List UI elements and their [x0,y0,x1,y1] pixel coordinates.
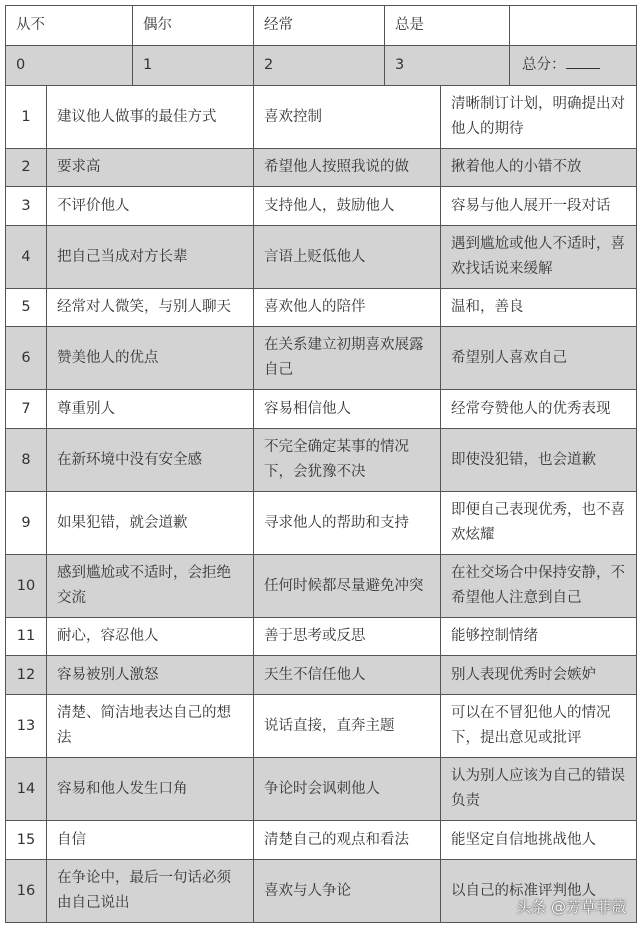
item-col-b: 天生不信任他人 [254,656,441,695]
scale-labels-row [6,6,637,46]
item-number: 9 [6,492,47,555]
scale-score: 2 [254,46,385,86]
item-col-c: 能坚定自信地挑战他人 [441,821,637,860]
item-col-a: 要求高 [47,149,254,187]
item-number: 2 [6,149,47,187]
item-number: 8 [6,429,47,492]
item-col-b: 喜欢与人争论 [254,860,441,923]
table-row [6,821,637,860]
item-col-c: 容易与他人展开一段对话 [441,187,637,226]
item-col-c: 清晰制订计划，明确提出对他人的期待 [441,86,637,149]
item-number: 4 [6,226,47,289]
scoring-scale-table [5,5,637,86]
scale-label: 偶尔 [133,6,254,46]
item-col-b: 在关系建立初期喜欢展露自己 [254,327,441,390]
item-number: 13 [6,695,47,758]
total-score-label: 总分： [522,57,566,73]
item-col-b: 说话直接，直奔主题 [254,695,441,758]
total-score-cell[interactable] [510,46,637,86]
item-col-c: 认为别人应该为自己的错误负责 [441,758,637,821]
item-number: 7 [6,390,47,429]
item-col-a: 耐心，容忍他人 [47,618,254,656]
item-col-a: 建议他人做事的最佳方式 [47,86,254,149]
item-number: 3 [6,187,47,226]
item-col-b: 喜欢控制 [254,86,441,149]
item-col-b: 希望他人按照我说的做 [254,149,441,187]
table-row [6,390,637,429]
item-col-a: 赞美他人的优点 [47,327,254,390]
item-col-c: 在社交场合中保持安静，不希望他人注意到自己 [441,555,637,618]
item-number: 10 [6,555,47,618]
item-number: 16 [6,860,47,923]
item-col-a: 经常对人微笑，与别人聊天 [47,289,254,327]
item-col-a: 感到尴尬或不适时，会拒绝交流 [47,555,254,618]
total-score-blank[interactable] [566,56,600,69]
item-col-b: 善于思考或反思 [254,618,441,656]
item-col-b: 寻求他人的帮助和支持 [254,492,441,555]
table-row [6,149,637,187]
item-col-c: 可以在不冒犯他人的情况下，提出意见或批评 [441,695,637,758]
item-col-a: 清楚、简洁地表达自己的想法 [47,695,254,758]
item-col-b: 支持他人，鼓励他人 [254,187,441,226]
scale-label: 从不 [6,6,133,46]
item-col-b: 清楚自己的观点和看法 [254,821,441,860]
watermark: 头条 @芳草菲薇 [516,898,626,916]
item-col-c: 以自己的标准评判他人 [441,860,637,923]
item-number: 15 [6,821,47,860]
table-row [6,187,637,226]
item-col-b: 言语上贬低他人 [254,226,441,289]
item-number: 1 [6,86,47,149]
table-row [6,695,637,758]
table-row [6,226,637,289]
item-col-b: 喜欢他人的陪伴 [254,289,441,327]
item-col-a: 在新环境中没有安全感 [47,429,254,492]
table-row [6,618,637,656]
scale-label: 经常 [254,6,385,46]
item-col-b: 争论时会讽刺他人 [254,758,441,821]
empty-cell [510,6,637,46]
items-table [5,85,637,923]
table-row [6,656,637,695]
item-col-b: 容易相信他人 [254,390,441,429]
item-col-c: 希望别人喜欢自己 [441,327,637,390]
item-number: 5 [6,289,47,327]
table-row [6,555,637,618]
table-row [6,327,637,390]
item-col-c: 即使没犯错，也会道歉 [441,429,637,492]
item-number: 6 [6,327,47,390]
table-row [6,86,637,149]
scale-score: 3 [385,46,510,86]
item-col-c: 经常夸赞他人的优秀表现 [441,390,637,429]
item-col-a: 容易和他人发生口角 [47,758,254,821]
item-number: 12 [6,656,47,695]
item-col-a: 在争论中，最后一句话必须由自己说出 [47,860,254,923]
item-col-a: 不评价他人 [47,187,254,226]
item-number: 14 [6,758,47,821]
item-col-c: 温和，善良 [441,289,637,327]
item-col-c: 能够控制情绪 [441,618,637,656]
item-col-c: 即便自己表现优秀，也不喜欢炫耀 [441,492,637,555]
table-row [6,492,637,555]
scale-label: 总是 [385,6,510,46]
table-row [6,289,637,327]
item-col-c: 遇到尴尬或他人不适时，喜欢找话说来缓解 [441,226,637,289]
item-col-b: 任何时候都尽量避免冲突 [254,555,441,618]
scale-score: 0 [6,46,133,86]
item-col-a: 如果犯错，就会道歉 [47,492,254,555]
table-row [6,758,637,821]
scale-score: 1 [133,46,254,86]
item-col-a: 把自己当成对方长辈 [47,226,254,289]
item-col-c: 别人表现优秀时会嫉妒 [441,656,637,695]
table-row [6,429,637,492]
item-number: 11 [6,618,47,656]
item-col-a: 自信 [47,821,254,860]
item-col-b: 不完全确定某事的情况下，会犹豫不决 [254,429,441,492]
scale-scores-row [6,46,637,86]
item-col-a: 尊重别人 [47,390,254,429]
item-col-c: 揪着他人的小错不放 [441,149,637,187]
item-col-a: 容易被别人激怒 [47,656,254,695]
